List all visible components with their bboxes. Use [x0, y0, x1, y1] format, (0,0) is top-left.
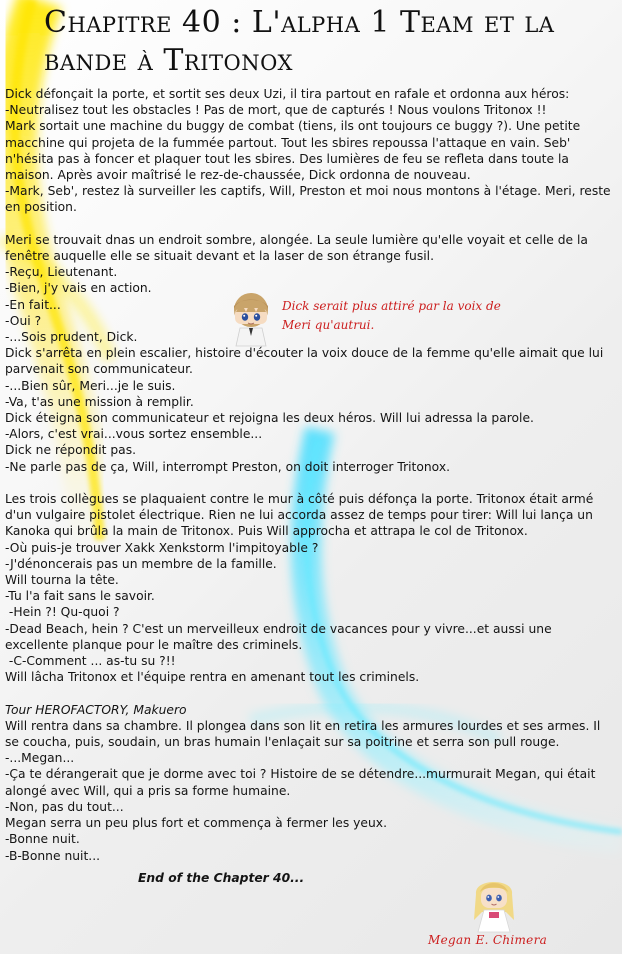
story-line: -En fait...: [5, 297, 61, 312]
story-line: Les trois collègues se plaquaient contre le mur à côté puis défonça la porte. Tritonox était armé d'un vulgaire pistolet électrique. Rien ne lui accorda assez de temps pour tirer: Will lui lança un Kanoka qui brûla la main de Tritonox. Puis Will approcha et attrapa le col de Tritonox.: [5, 492, 598, 539]
story-line: -Où puis-je trouver Xakk Xenkstorm l'impitoyable ?: [5, 540, 319, 555]
story-line: Will rentra dans sa chambre. Il plongea dans son lit en retira les armures lourdes et ses armes. Il se coucha, puis, soudain, un bras humain l'enlaçait sur sa poitrine et serra son pull rouge.: [5, 718, 605, 750]
megan-avatar: [470, 872, 518, 934]
story-line: -Hein ?! Qu-quoi ?: [5, 605, 120, 620]
story-line: -Bonne nuit.: [5, 832, 80, 847]
story-line: -Oui ?: [5, 313, 42, 328]
story-line: -Alors, c'est vrai...vous sortez ensemble...: [5, 427, 263, 442]
story-line: -Tu l'a fait sans le savoir.: [5, 589, 155, 604]
story-line: -Ça te dérangerait que je dorme avec toi ? Histoire de se détendre...murmurait Megan, qui était alongé avec Will, qui a pris sa forme humaine.: [5, 767, 600, 798]
chapter-title: Chapitre 40 : L'alpha 1 Team et la bande à Tritonox: [44, 5, 555, 78]
story-line: -...Bien sûr, Meri...je le suis.: [5, 378, 176, 393]
story-line: -Ne parle pas de ça, Will, interrompt Preston, on doit interroger Tritonox.: [5, 459, 451, 474]
chapter-end-text: End of the Chapter 40...: [138, 870, 305, 885]
story-line: -C-Comment ... as-tu su ?!!: [5, 654, 176, 669]
story-line: Dick éteigna son communicateur et rejoigna les deux héros. Will lui adressa la parole.: [5, 411, 534, 426]
story-line: [5, 216, 617, 232]
story-line: Dick ne répondit pas.: [5, 443, 137, 458]
story-line: -...Sois prudent, Dick.: [5, 330, 138, 345]
story-line: Will lâcha Tritonox et l'équipe rentra en amenant tout les criminels.: [5, 670, 420, 685]
story-line: -Va, t'as une mission à remplir.: [5, 394, 194, 409]
story-line: Dick défonçait la porte, et sortit ses deux Uzi, il tira partout en rafale et ordonna aux héros:: [5, 87, 570, 101]
story-line: -Neutralisez tout les obstacles ! Pas de mort, que de capturés ! Nous voulons Tritonox !!: [5, 103, 547, 118]
story-line: -Dead Beach, hein ? C'est un merveilleux endroit de vacances pour y vivre...et aussi une excellente planque pour le maître des criminels.: [5, 621, 556, 652]
story-line: Megan serra un peu plus fort et commença à fermer les yeux.: [5, 816, 387, 831]
story-line: [5, 475, 617, 491]
story-line: -Bien, j'y vais en action.: [5, 281, 152, 296]
author-note: Dick serait plus attiré par la voix de Meri qu'autrui.: [282, 299, 501, 332]
story-line: Dick s'arrêta en plein escalier, histoire d'écouter la voix douce de la femme qu'elle aimait que lui parvenait son communicateur.: [5, 346, 608, 377]
author-signature: Megan E. Chimera: [428, 933, 548, 947]
story-line: [5, 685, 617, 701]
scene-location: Tour HEROFACTORY, Makuero: [5, 702, 187, 717]
story-line: -Non, pas du tout...: [5, 799, 124, 814]
story-line: Will tourna la tête.: [5, 573, 119, 588]
story-line: -B-Bonne nuit...: [5, 848, 101, 863]
dick-avatar: [228, 290, 274, 348]
story-line: Meri se trouvait dnas un endroit sombre, alongée. La seule lumière qu'elle voyait et celle de la fenêtre auquelle elle se situait devant et la laser de son étrange fusil.: [5, 232, 592, 264]
story-line: -...Megan...: [5, 751, 75, 766]
story-text: [5, 86, 617, 886]
story-line: Mark sortait une machine du buggy de combat (tiens, ils ont toujours ce buggy ?). Une petite macchine qui projeta de la fummée partout. Tout les sbires repoussa l'attaque en vain. Seb' n'hésita pas à foncer et plaquer tout les sbires. Des lumières de feu se refleta dans toute la maison. Après avoir maîtrisé le rez-de-chaussée, Dick ordonna de nouveau.: [5, 119, 585, 183]
story-line: -Mark, Seb', restez là surveiller les captifs, Will, Preston et moi nous montons à l'étage. Meri, reste en position.: [5, 184, 615, 215]
story-line: -J'dénoncerais pas un membre de la famille.: [5, 556, 277, 571]
story-line: -Reçu, Lieutenant.: [5, 265, 118, 280]
